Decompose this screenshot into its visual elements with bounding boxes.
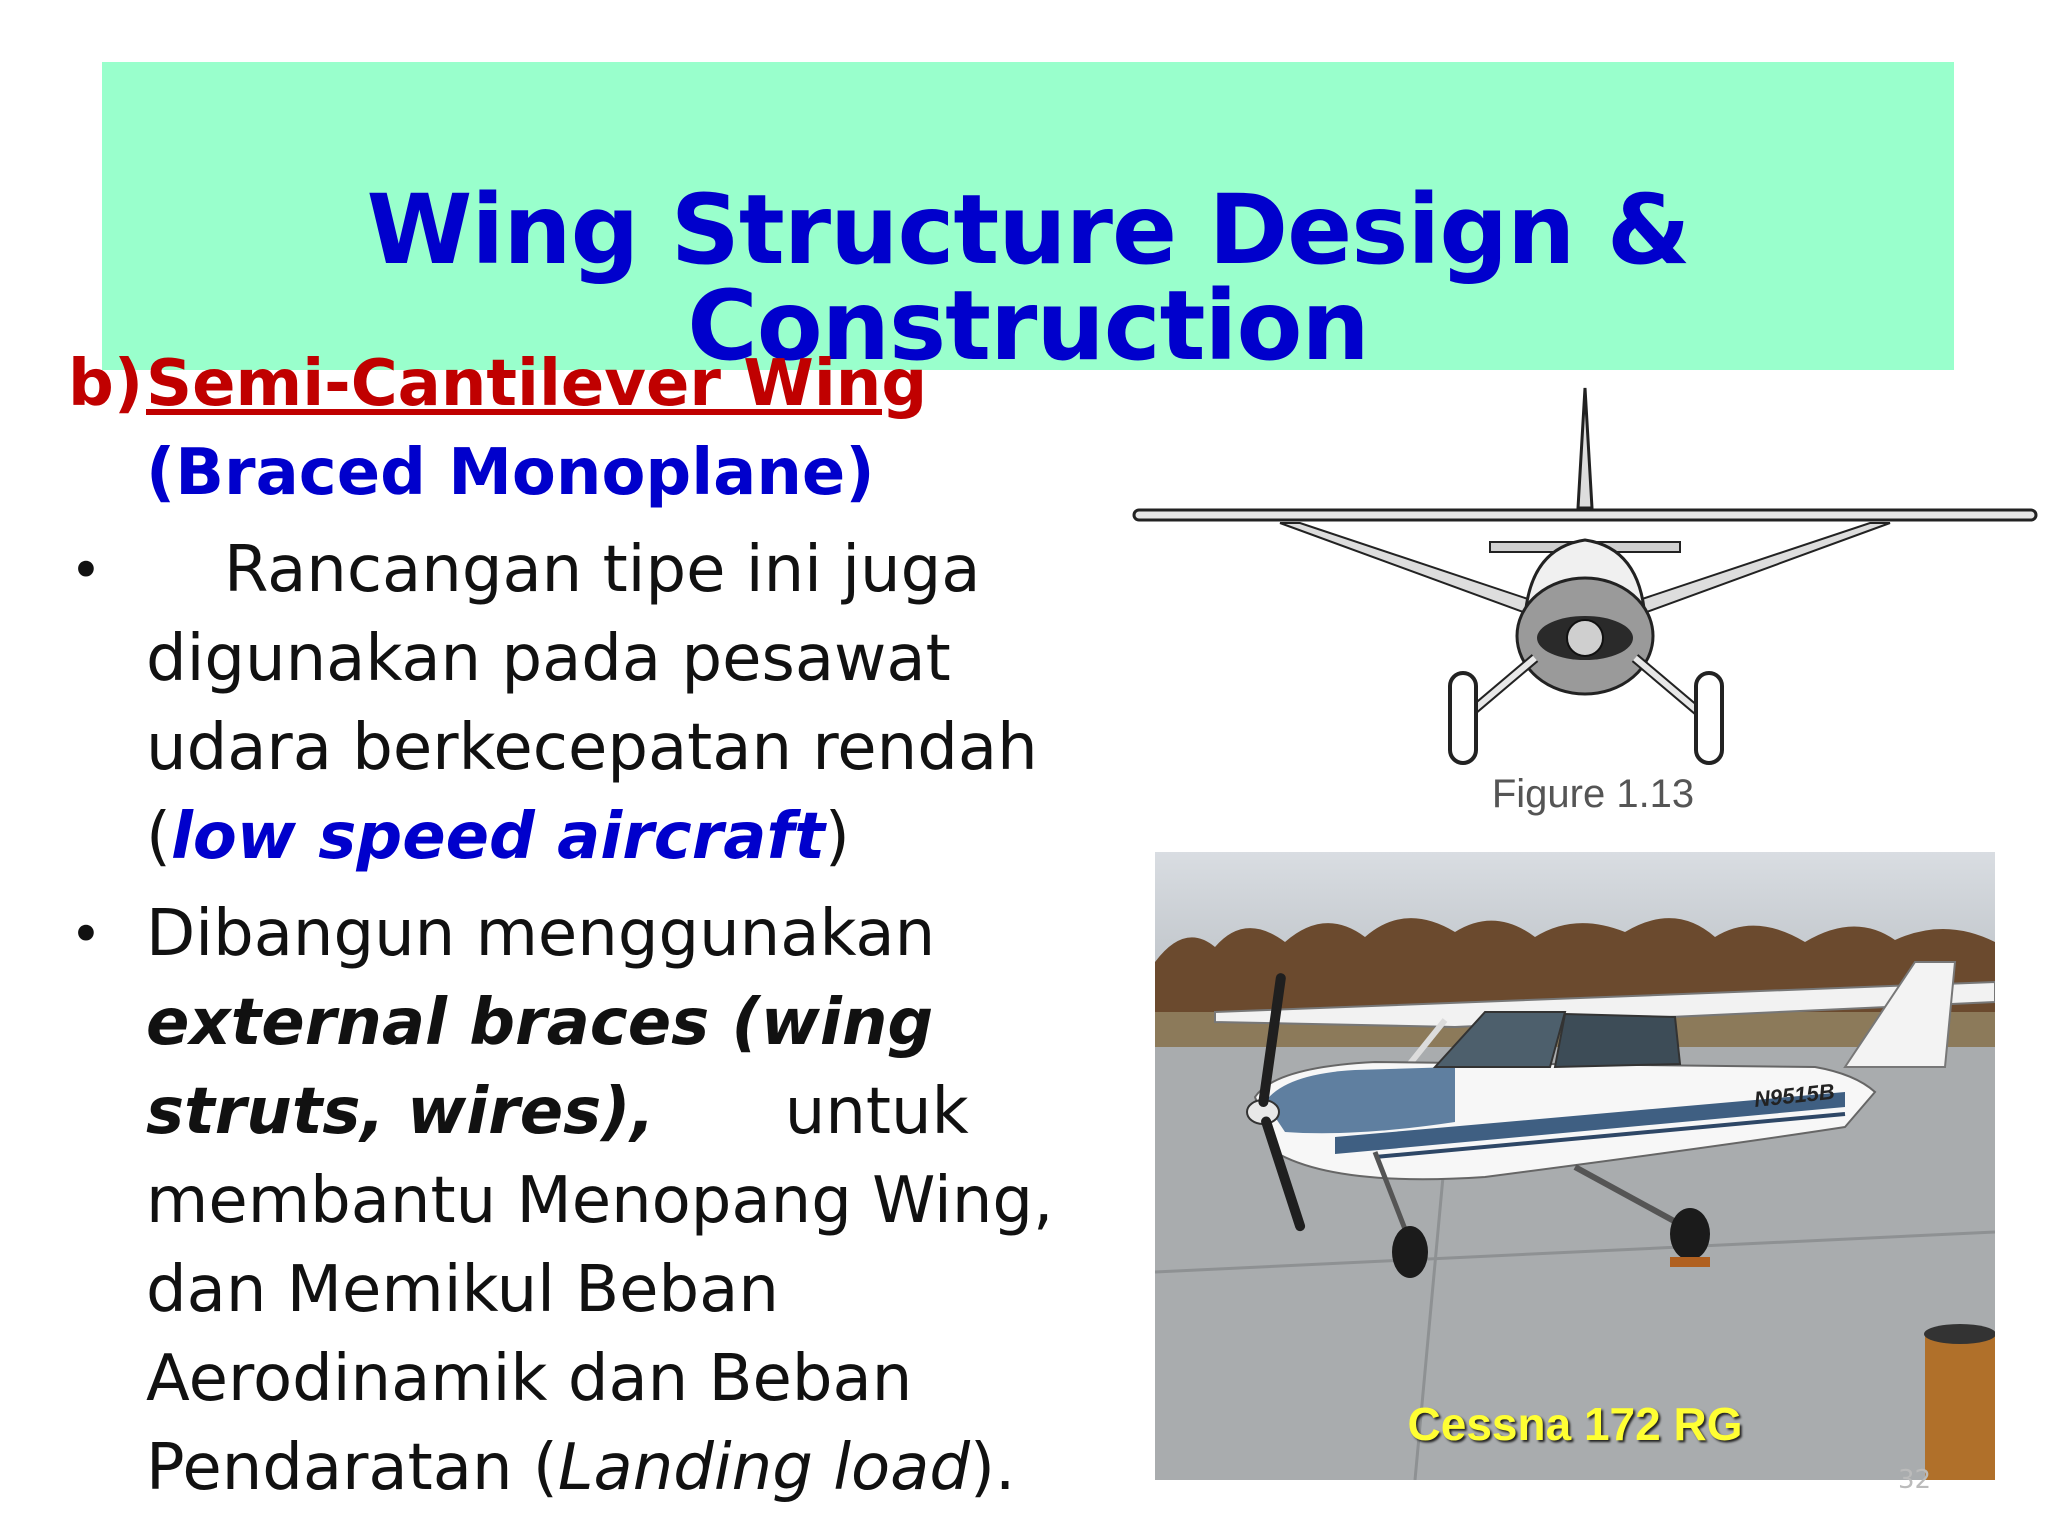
photo-main-wheel xyxy=(1670,1208,1710,1260)
page-number: 32 xyxy=(1898,1465,1932,1495)
gear-leg-right-fill xyxy=(1635,658,1700,713)
wing-shape xyxy=(1134,510,2036,520)
bullet-dot: • xyxy=(70,539,102,602)
bullet-2-text-end: ). xyxy=(969,1431,1016,1505)
cessna-photo-art xyxy=(1155,852,1995,1480)
section-heading-paren: (Braced Monoplane) xyxy=(146,436,875,510)
photo-side-window xyxy=(1555,1014,1680,1067)
bullet-2-emphasis: external braces (wing struts, wires), xyxy=(146,986,934,1149)
photo-chock xyxy=(1670,1257,1710,1267)
photo-registration: N9515B xyxy=(1752,1078,1836,1112)
gear-leg-left-fill xyxy=(1470,658,1535,713)
bullet-2-text-mid: untuk membantu Menopang Wing, dan Memikul Beban Aerodinamik dan Beban Pendaratan ( xyxy=(146,1075,1054,1505)
slide-title: Wing Structure Design & Construction xyxy=(366,174,1690,382)
photo-nose-wheel xyxy=(1392,1226,1428,1278)
bullet-1-emphasis: low speed aircraft xyxy=(170,800,825,874)
photo-barrel-top xyxy=(1924,1324,1995,1344)
slide-body xyxy=(68,340,1128,1513)
cessna-photo xyxy=(1155,852,1995,1480)
vertical-tail xyxy=(1578,388,1592,508)
title-banner xyxy=(102,62,1954,382)
wheel-left xyxy=(1450,673,1476,763)
section-heading-title: Semi-Cantilever Wing xyxy=(146,347,928,421)
wing-strut-left xyxy=(1280,523,1555,620)
bullet-1-text: Rancangan tipe ini juga digunakan pada pesawat udara berkecepatan rendah ( xyxy=(146,533,1038,874)
braced-wing-diagram xyxy=(1130,368,2040,838)
bullet-dot: • xyxy=(70,903,102,966)
wing-strut-right xyxy=(1615,523,1890,620)
section-heading xyxy=(68,340,1128,518)
bullet-2-emphasis-2: Landing load xyxy=(557,1431,970,1505)
bullet-1-text-end: ) xyxy=(824,800,850,874)
wheel-right xyxy=(1696,673,1722,763)
bullet-2-text: Dibangun menggunakan xyxy=(146,897,936,971)
photo-caption: Cessna 172 RG xyxy=(1407,1398,1743,1450)
section-marker: b) xyxy=(68,347,144,421)
bullet-item-1 xyxy=(68,526,1128,882)
figure-caption: Figure 1.13 xyxy=(1491,772,1695,816)
bullet-item-2 xyxy=(68,890,1128,1513)
spinner xyxy=(1567,620,1603,656)
